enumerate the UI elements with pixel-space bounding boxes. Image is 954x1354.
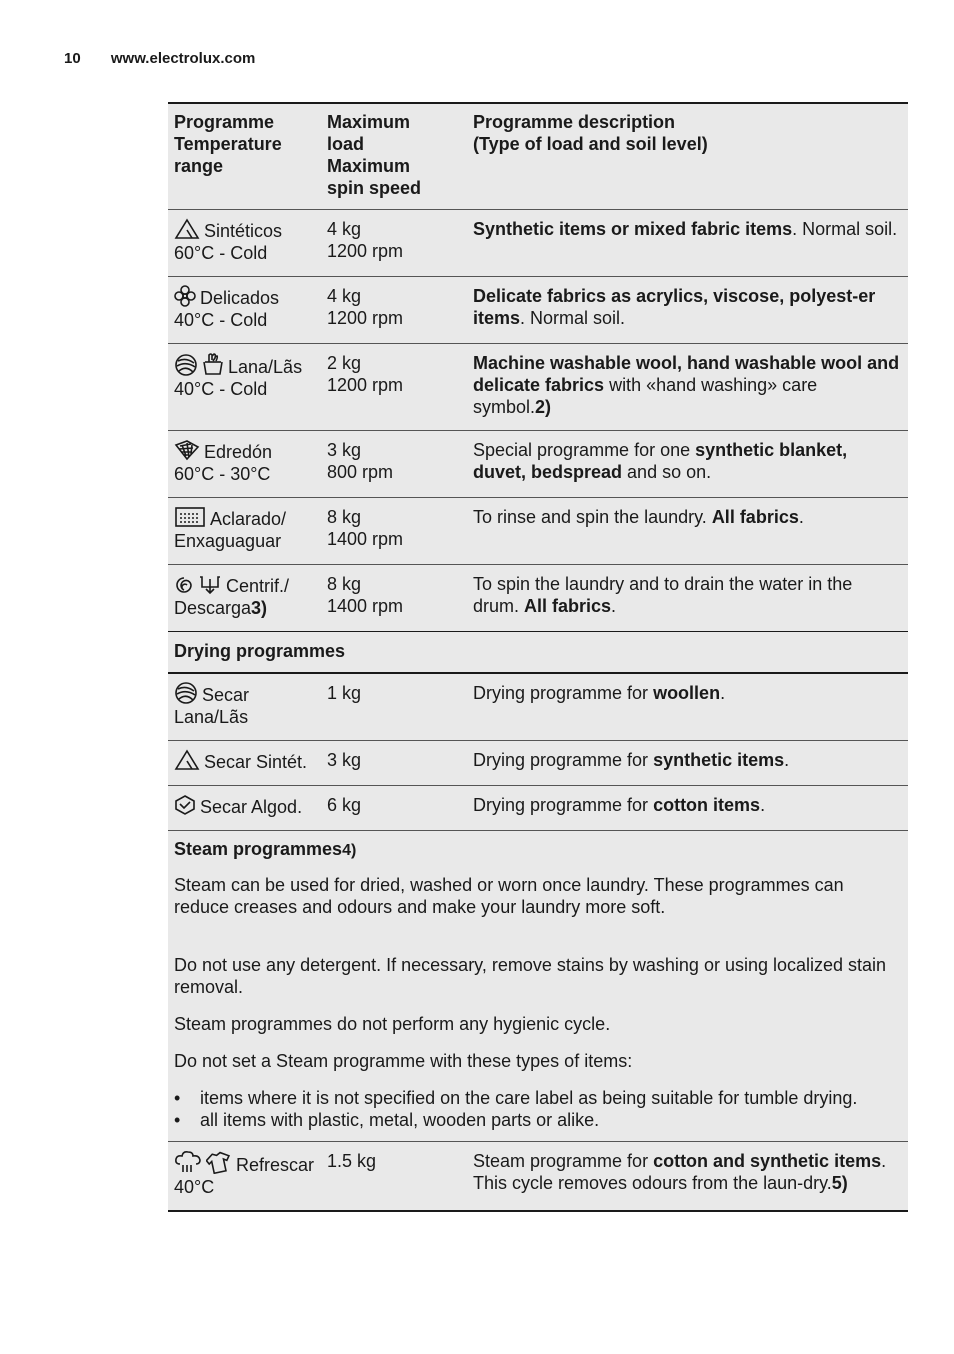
- temperature-range: 60°C - 30°C: [174, 464, 271, 484]
- synthetics-triangle-icon: [174, 218, 200, 240]
- table-row: [168, 210, 908, 277]
- description-text: with «hand washing» care symbol.: [473, 375, 818, 417]
- steam-bullet: • items where it is not specified on the care label as being suitable for tumble drying.: [174, 1087, 900, 1109]
- header-line: load: [327, 134, 365, 154]
- spin-speed: 1200 rpm: [327, 308, 404, 328]
- wool-icon: [174, 354, 198, 376]
- description-text: .: [720, 683, 726, 703]
- description-text: . Normal soil.: [792, 219, 898, 239]
- programme-cell: [168, 498, 327, 564]
- description-cell: [473, 498, 908, 564]
- max-load: 4 kg: [327, 286, 362, 306]
- table-row: [168, 741, 908, 786]
- max-load: 1.5 kg: [327, 1151, 377, 1171]
- steam-note: Do not use any detergent. If necessary, remove stains by washing or using localized stain removal.: [174, 955, 887, 997]
- description-bold-text: woollen: [653, 683, 721, 703]
- load-cell: [327, 210, 473, 276]
- description-text: . Normal soil.: [520, 308, 626, 328]
- description-text: .: [611, 596, 617, 616]
- programme-name: Lana/Lãs: [228, 357, 303, 377]
- table-row: [168, 786, 908, 831]
- max-load: 3 kg: [327, 440, 362, 460]
- programme-name: Secar Algod.: [200, 797, 303, 817]
- programme-cell: [168, 210, 327, 276]
- programme-name: Sintéticos: [204, 221, 283, 241]
- load-cell: [327, 277, 473, 343]
- description-bold-text: cotton items: [653, 795, 761, 815]
- steam-section-title: [168, 831, 908, 866]
- load-cell: [327, 565, 473, 631]
- load-cell: [327, 1142, 473, 1210]
- steam-note: Steam can be used for dried, washed or worn once laundry. These programmes can reduce creases and odours and make your laundry more soft.: [174, 875, 844, 917]
- spin-speed: 800 rpm: [327, 462, 394, 482]
- description-cell: [473, 741, 908, 785]
- header-load: [327, 104, 473, 209]
- steam-note: Steam programmes do not perform any hygienic cycle.: [174, 1014, 611, 1034]
- programme-name: Aclarado/ Enxaguaguar: [174, 509, 287, 551]
- programme-cell: [168, 741, 327, 785]
- steam-title-text: Steam programmes: [174, 839, 343, 859]
- steam-notes: [168, 866, 908, 1141]
- description-text: and so on.: [622, 462, 712, 482]
- description-cell: [473, 344, 908, 430]
- description-text: . This cycle removes odours from the laun-dry.: [473, 1151, 887, 1193]
- spin-icon: [174, 575, 194, 595]
- rinse-icon: [174, 506, 206, 528]
- max-load: 2 kg: [327, 353, 362, 373]
- programme-cell: [168, 431, 327, 497]
- description-bold-text: 5): [831, 1173, 848, 1193]
- spin-speed: 1200 rpm: [327, 375, 404, 395]
- refresh-shirt-icon: [206, 1150, 232, 1174]
- header-line: Programme description: [473, 112, 676, 132]
- programme-cell: [168, 1142, 327, 1210]
- load-cell: [327, 431, 473, 497]
- max-load: 1 kg: [327, 683, 362, 703]
- description-text: To rinse and spin the laundry.: [473, 507, 712, 527]
- steam-section: [168, 831, 908, 1142]
- description-text: Special programme for one: [473, 440, 696, 460]
- description-bold-text: Synthetic items or mixed fabric items: [473, 219, 793, 239]
- programme-name: Refrescar: [236, 1155, 315, 1175]
- max-load: 8 kg: [327, 574, 362, 594]
- description-bold-text: 2): [535, 397, 552, 417]
- programme-name: Edredón: [204, 442, 273, 462]
- steam-cloud-icon: [174, 1150, 202, 1174]
- synthetics-triangle-icon: [174, 749, 200, 771]
- description-cell: [473, 1142, 908, 1210]
- description-cell: [473, 674, 908, 740]
- drain-icon: [198, 573, 222, 595]
- delicates-flower-icon: [174, 285, 196, 307]
- description-text: .: [760, 795, 766, 815]
- description-cell: [473, 277, 908, 343]
- steam-bullet: • all items with plastic, metal, wooden parts or alike.: [174, 1109, 900, 1131]
- table-row: [168, 1142, 908, 1210]
- spin-speed: 1400 rpm: [327, 596, 404, 616]
- max-load: 4 kg: [327, 219, 362, 239]
- drying-title-row: [168, 631, 908, 674]
- table-row: [168, 565, 908, 631]
- header-line: spin speed: [327, 178, 422, 198]
- programme-cell: [168, 565, 327, 631]
- hand-wash-icon: [202, 352, 224, 376]
- cotton-icon: [174, 794, 196, 816]
- temperature-range: 40°C - Cold: [174, 379, 268, 399]
- programme-cell: [168, 344, 327, 430]
- temperature-range: 40°C: [174, 1177, 215, 1197]
- steam-note: Do not set a Steam programme with these types of items:: [174, 1051, 633, 1071]
- load-cell: [327, 498, 473, 564]
- header-description: [473, 104, 908, 209]
- temperature-range: 40°C - Cold: [174, 310, 268, 330]
- header-programme: [168, 104, 327, 209]
- spin-speed: 1200 rpm: [327, 241, 404, 261]
- header-line: Maximum: [327, 112, 411, 132]
- description-text: Drying programme for: [473, 795, 654, 815]
- table-header-row: [168, 104, 908, 210]
- header-line: Programme: [174, 112, 275, 132]
- description-text: To spin the laundry and to drain the water in the drum.: [473, 574, 853, 616]
- website: www.electrolux.com: [110, 50, 256, 67]
- table-row: [168, 277, 908, 344]
- description-bold-text: Machine washable wool, hand washable wool and delicate fabrics: [473, 353, 900, 395]
- description-cell: [473, 210, 908, 276]
- footnote-ref: 3): [251, 598, 268, 618]
- table-row: [168, 344, 908, 431]
- programme-table: [168, 102, 908, 1212]
- programme-name: Secar Sintét.: [204, 752, 308, 772]
- table-row: [168, 674, 908, 741]
- programme-name: Centrif./ Descarga: [174, 576, 290, 618]
- table-row: [168, 431, 908, 498]
- description-bold-text: cotton and synthetic items: [653, 1151, 882, 1171]
- programme-cell: [168, 786, 327, 830]
- load-cell: [327, 741, 473, 785]
- description-bold-text: synthetic items: [653, 750, 785, 770]
- spin-speed: 1400 rpm: [327, 529, 404, 549]
- load-cell: [327, 786, 473, 830]
- steam-title-footnote: 4): [342, 842, 357, 859]
- programme-cell: [168, 674, 327, 740]
- description-cell: [473, 786, 908, 830]
- max-load: 8 kg: [327, 507, 362, 527]
- description-cell: [473, 565, 908, 631]
- description-cell: [473, 431, 908, 497]
- table-row: [168, 498, 908, 565]
- description-bold-text: All fabrics: [524, 596, 612, 616]
- header-line: range: [174, 156, 224, 176]
- description-bold-text: synthetic blanket, duvet, bedspread: [473, 440, 848, 482]
- page-header: [64, 50, 255, 67]
- steam-bullet-list: [174, 1087, 900, 1131]
- description-bold-text: Delicate fabrics as acrylics, viscose, polyest-er items: [473, 286, 876, 328]
- page-number: 10: [64, 50, 81, 67]
- programme-cell: [168, 277, 327, 343]
- load-cell: [327, 344, 473, 430]
- description-text: Drying programme for: [473, 750, 654, 770]
- description-bold-text: All fabrics: [711, 507, 799, 527]
- max-load: 6 kg: [327, 795, 362, 815]
- drying-section-title: Drying programmes: [174, 641, 346, 661]
- load-cell: [327, 674, 473, 740]
- programme-name: Secar Lana/Lãs: [174, 685, 250, 727]
- description-text: .: [798, 507, 804, 527]
- header-line: (Type of load and soil level): [473, 134, 708, 154]
- wool-icon: [174, 682, 198, 704]
- temperature-range: 60°C - Cold: [174, 243, 268, 263]
- programme-name: Delicados: [200, 288, 280, 308]
- max-load: 3 kg: [327, 750, 362, 770]
- header-line: Maximum: [327, 156, 411, 176]
- description-text: Drying programme for: [473, 683, 654, 703]
- duvet-icon: [174, 439, 200, 461]
- header-line: Temperature: [174, 134, 282, 154]
- description-text: Steam programme for: [473, 1151, 654, 1171]
- description-text: .: [784, 750, 790, 770]
